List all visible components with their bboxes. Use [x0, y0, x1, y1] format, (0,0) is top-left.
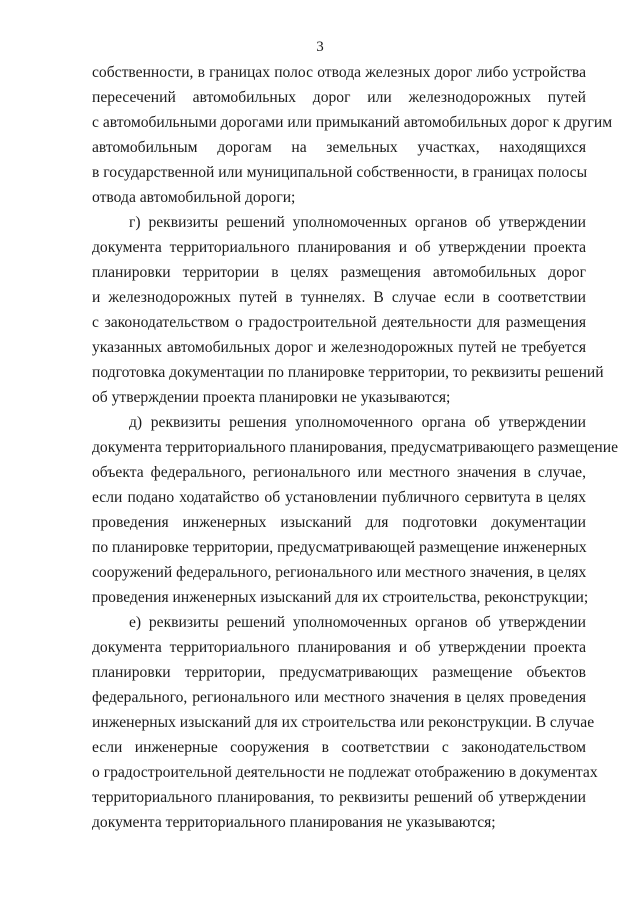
text-line: отвода автомобильной дороги; [92, 189, 296, 206]
text-line: если подано ходатайство об установлении публичного сервитута в целях [92, 489, 586, 506]
text-line: документа территориального планирования и об утверждении проекта [92, 639, 586, 656]
text-line: сооружений федерального, регионального или местного значения, в целях [92, 564, 587, 581]
text-line: документа территориального планирования не указываются; [92, 814, 496, 831]
text-line: автомобильным дорогам на земельных участках, находящихся [92, 139, 586, 156]
text-line: документа территориального планирования, предусматривающего размещение [92, 439, 619, 456]
text-line: планировки территории в целях размещения автомобильных дорог [92, 264, 586, 281]
text-line: если инженерные сооружения в соответствии с законодательством [92, 739, 586, 756]
text-line: проведения инженерных изысканий для их строительства, реконструкции; [92, 589, 589, 606]
text-line: собственности, в границах полос отвода железных дорог либо устройства [92, 64, 586, 81]
text-line: с законодательством о градостроительной деятельности для размещения [92, 314, 586, 331]
text-line: по планировке территории, предусматривающей размещение инженерных [92, 539, 587, 556]
text-line: д) реквизиты решения уполномоченного органа об утверждении [129, 414, 586, 431]
text-line: об утверждении проекта планировки не указываются; [92, 389, 451, 406]
text-line: планировки территории, предусматривающих размещение объектов [92, 664, 586, 681]
text-line: объекта федерального, регионального или местного значения в случае, [92, 464, 586, 481]
text-line: с автомобильными дорогами или примыканий автомобильных дорог к другим [92, 114, 613, 131]
text-line: в государственной или муниципальной собственности, в границах полосы [92, 164, 588, 181]
text-line: е) реквизиты решений уполномоченных органов об утверждении [129, 614, 586, 631]
text-line: подготовка документации по планировке территории, то реквизиты решений [92, 364, 604, 381]
text-line: пересечений автомобильных дорог или железнодорожных путей [92, 89, 586, 106]
text-line: указанных автомобильных дорог и железнодорожных путей не требуется [92, 339, 586, 356]
text-line: федерального, регионального или местного значения в целях проведения [92, 689, 586, 706]
page-number: 3 [316, 39, 324, 55]
text-line: о градостроительной деятельности не подлежат отображению в документах [92, 764, 598, 781]
text-line: г) реквизиты решений уполномоченных органов об утверждении [129, 214, 586, 231]
text-line: и железнодорожных путей в туннелях. В случае если в соответствии [92, 289, 586, 306]
text-line: территориального планирования, то реквизиты решений об утверждении [92, 789, 586, 806]
text-line: инженерных изысканий для их строительства или реконструкции. В случае [92, 714, 595, 731]
text-line: проведения инженерных изысканий для подготовки документации [92, 514, 586, 531]
text-line: документа территориального планирования и об утверждении проекта [92, 239, 586, 256]
